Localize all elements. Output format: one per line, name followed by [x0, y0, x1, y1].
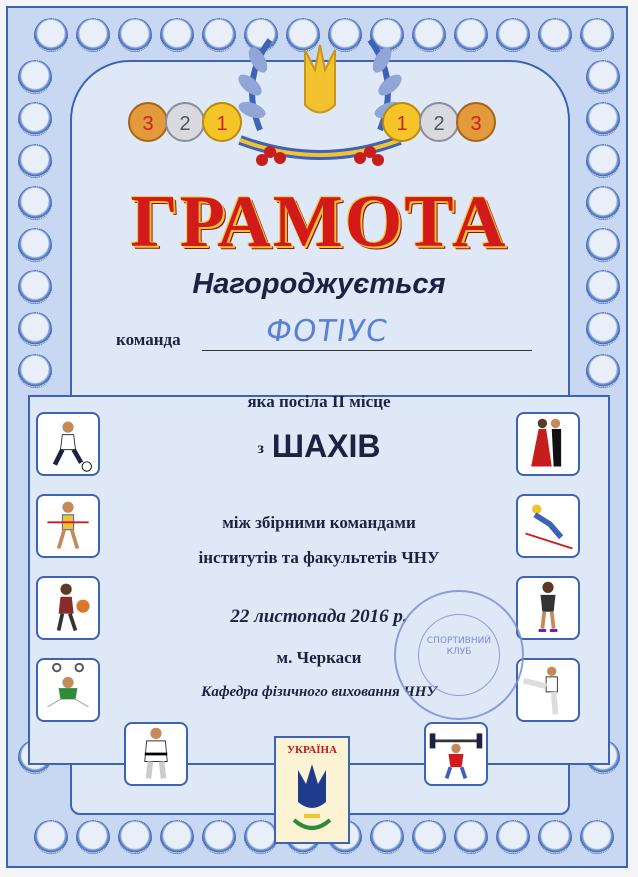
award-date: 22 листопада 2016 р.	[230, 606, 408, 627]
team-underline	[202, 350, 532, 351]
sport-medallion-icon	[580, 18, 614, 52]
stamp-line-2: КЛУБ	[446, 647, 472, 657]
sport-name: ШАХІВ	[271, 428, 381, 464]
sport-medallion-icon	[76, 18, 110, 52]
sport-medallion-icon	[18, 144, 52, 178]
stamp-line-1: СПОРТИВНИЙ	[426, 636, 492, 646]
team-row	[116, 314, 536, 358]
sport-medallion-icon	[18, 60, 52, 94]
emblem-label: УКРАЇНА	[286, 744, 338, 756]
sport-medallion-icon	[18, 102, 52, 136]
medal-left-3: 1	[216, 113, 228, 135]
certificate-title: ГРАМОТА	[130, 181, 508, 263]
competition-line-1: між збірними командами	[222, 513, 416, 532]
runner-icon	[36, 494, 100, 558]
gymnast-icon	[36, 658, 100, 722]
sport-medallion-icon	[586, 144, 620, 178]
sport-medallion-icon	[160, 820, 194, 854]
sport-medallion-icon	[118, 820, 152, 854]
medal-right-1: 1	[396, 113, 408, 135]
basketball-player-icon	[36, 576, 100, 640]
sport-medallion-icon	[18, 312, 52, 346]
sport-prefix: з	[257, 440, 264, 457]
team-label: команда	[116, 330, 181, 349]
medal-right-2: 2	[433, 113, 445, 135]
medal-right-3: 3	[470, 113, 482, 135]
sport-medallion-icon	[586, 60, 620, 94]
sport-medallion-icon	[412, 820, 446, 854]
team-name-handwritten: ФОТІУС	[263, 314, 391, 349]
sport-medallion-icon	[586, 102, 620, 136]
sport-medallion-icon	[538, 820, 572, 854]
sport-medallion-icon	[586, 312, 620, 346]
sport-medallion-icon	[34, 18, 68, 52]
ukraine-emblem	[274, 736, 350, 844]
award-city: м. Черкаси	[276, 648, 362, 667]
roller-skater-icon	[516, 576, 580, 640]
weightlifter-icon	[424, 722, 488, 786]
emblem-trident-icon	[290, 762, 334, 840]
sport-medallion-icon	[454, 820, 488, 854]
sport-medallion-icon	[586, 354, 620, 388]
certificate-subtitle: Нагороджується	[192, 268, 446, 300]
martial-arts-kick-icon	[516, 658, 580, 722]
stamp-text	[396, 636, 522, 658]
club-stamp	[394, 590, 524, 720]
medals-right	[380, 100, 510, 144]
football-player-icon	[36, 412, 100, 476]
medal-left-1: 3	[142, 113, 154, 135]
medals-left	[126, 100, 256, 144]
medal-left-2: 2	[179, 113, 191, 135]
sport-medallion-icon	[244, 820, 278, 854]
sport-medallion-icon	[18, 354, 52, 388]
sport-medallion-icon	[34, 820, 68, 854]
karate-icon	[124, 722, 188, 786]
skier-icon	[516, 494, 580, 558]
sport-medallion-icon	[538, 18, 572, 52]
sport-medallion-icon	[76, 820, 110, 854]
competition-line-2: інститутів та факультетів ЧНУ	[198, 548, 440, 567]
trident-icon	[305, 45, 335, 113]
dancers-icon	[516, 412, 580, 476]
department-name: Кафедра фізичного виховання ЧНУ	[201, 684, 437, 700]
sport-medallion-icon	[496, 820, 530, 854]
sport-medallion-icon	[580, 820, 614, 854]
sport-medallion-icon	[202, 820, 236, 854]
sport-medallion-icon	[370, 820, 404, 854]
place-text: яка посіла ІІ місце	[247, 392, 391, 411]
